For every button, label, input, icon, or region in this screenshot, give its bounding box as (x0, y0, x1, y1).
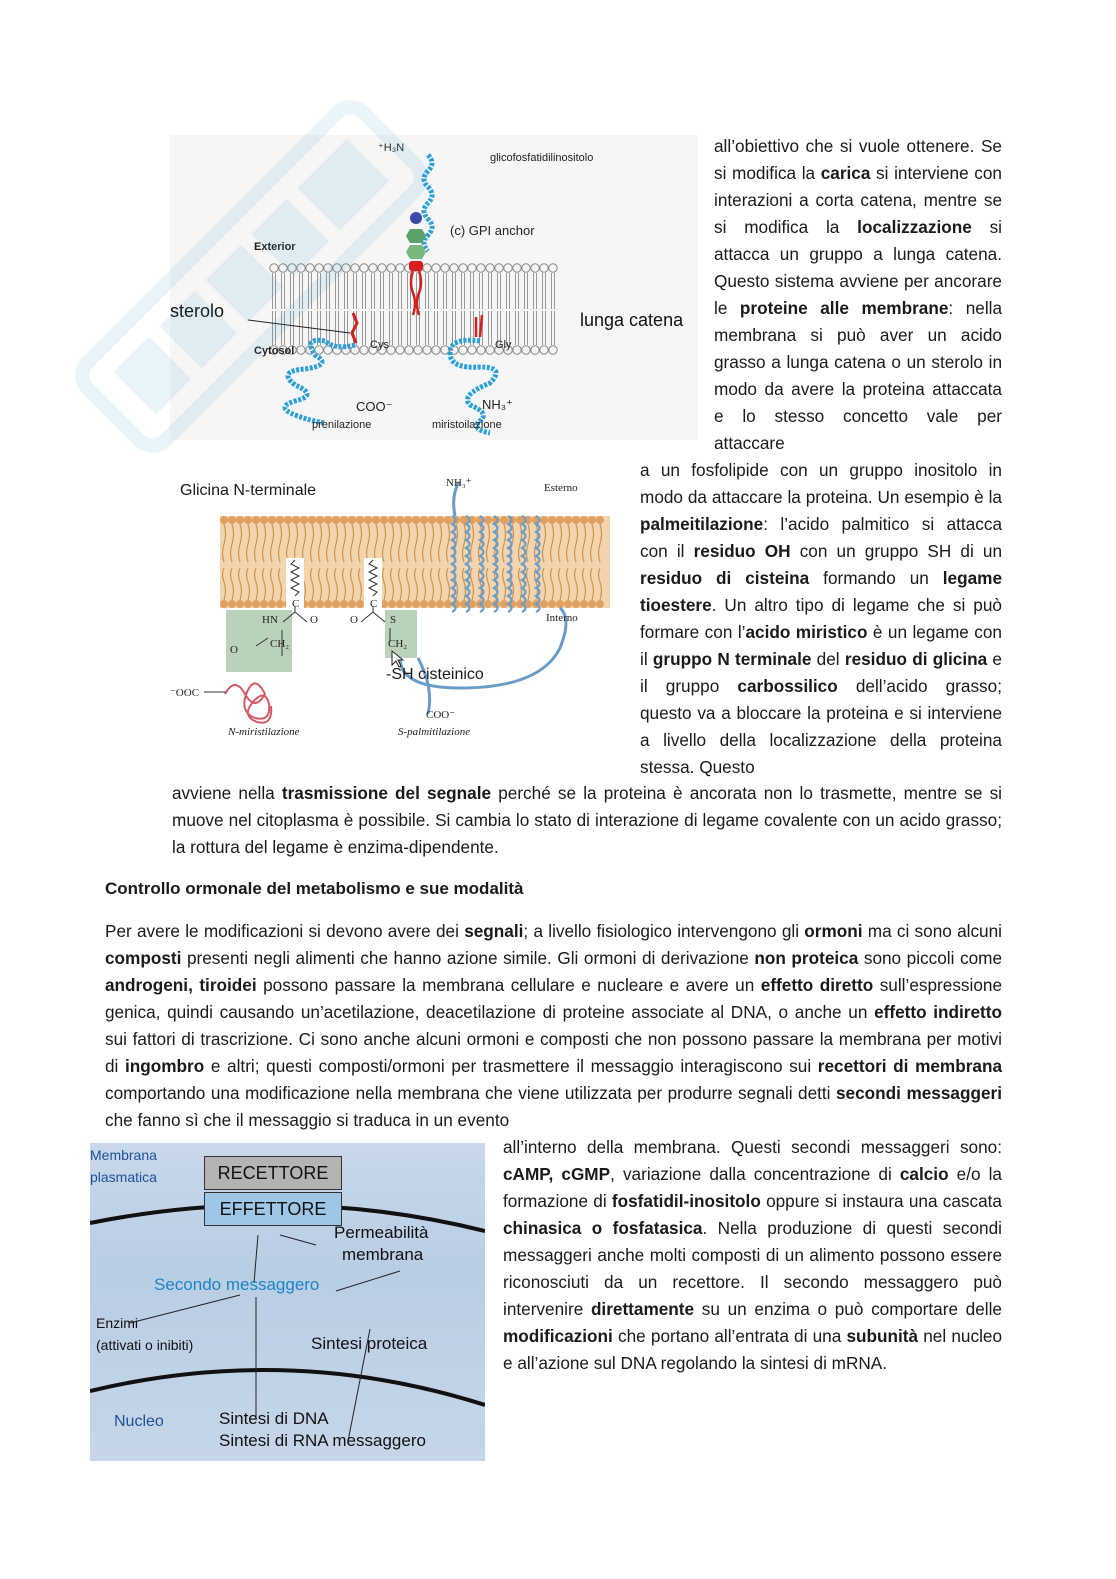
lipid-head (276, 516, 284, 524)
lipid-head (396, 516, 404, 524)
lipid-head (588, 516, 596, 524)
nh3-label: ⁺H₃N (378, 142, 405, 154)
nuclear-membrane-line (90, 1370, 485, 1405)
lipid-head (360, 264, 368, 272)
lipid-head (500, 516, 508, 524)
ooc-label: ⁻OOC (170, 687, 200, 699)
o-label: O (310, 614, 318, 626)
lipid-head (580, 516, 588, 524)
lipid-head (420, 516, 428, 524)
lipid-head (556, 516, 564, 524)
lipid-head (572, 600, 580, 608)
lipid-head (356, 516, 364, 524)
lipid-head (252, 516, 260, 524)
lipid-head (268, 600, 276, 608)
lipid-head (513, 264, 521, 272)
ch2-label: CH₂ (270, 638, 290, 650)
arrow-to-right (336, 1271, 400, 1291)
lipid-tail (462, 273, 465, 345)
lipid-head (486, 346, 494, 354)
lipid-head (360, 346, 368, 354)
lipid-head (436, 600, 444, 608)
lipid-head (459, 346, 467, 354)
lipid-head (549, 346, 557, 354)
lipid-head (276, 600, 284, 608)
lipid-head (297, 264, 305, 272)
sterolo-label: sterolo (170, 301, 225, 321)
s-label: S (390, 614, 397, 626)
lipid-tail (516, 273, 519, 345)
lipid-head (428, 600, 436, 608)
gpi-sugar (410, 212, 422, 224)
paragraph-full-1: avviene nella trasmissione del segnale perché se la proteina è ancorata non lo trasmette, mentre se si muove nel citoplasma è possibile. Si cambia lo stato di interazione di legame covalente con un acido grasso; la rottura del legame è enzima-dipendente. (172, 783, 1003, 857)
lipid-head (412, 516, 420, 524)
cys-label: Cys (370, 339, 389, 351)
lipid-head (414, 346, 422, 354)
lipid-head (404, 516, 412, 524)
ch2-label: CH₂ (388, 638, 408, 650)
lipid-head (444, 516, 452, 524)
lipid-head (306, 264, 314, 272)
hn-label: HN (262, 614, 278, 626)
miristoilazione-label: miristoilazione (432, 419, 502, 431)
lipid-head (513, 346, 521, 354)
lipid-head (252, 600, 260, 608)
lipid-head (260, 516, 268, 524)
interno-label: Interno (546, 612, 578, 624)
lipid-head (468, 346, 476, 354)
o-label: O (230, 644, 238, 656)
glicina-label: Glicina N-terminale (180, 482, 317, 499)
lipid-head (308, 600, 316, 608)
lipid-head (220, 516, 228, 524)
effettore-box: EFFETTORE (204, 1192, 342, 1226)
esterno-label: Esterno (544, 482, 578, 494)
lipid-head (504, 264, 512, 272)
exterior-label: Exterior (254, 241, 296, 253)
lipid-tail (552, 273, 555, 345)
lipid-head (300, 516, 308, 524)
lipid-head (316, 516, 324, 524)
lipid-head (351, 264, 359, 272)
lipid-head (540, 346, 548, 354)
lipid-head (236, 600, 244, 608)
gpi-sugar (406, 229, 426, 243)
gpi-anchor-label: (c) GPI anchor (450, 223, 535, 238)
lipid-head (292, 516, 300, 524)
lipid-head (315, 264, 323, 272)
paragraph-hormones: Per avere le modificazioni si devono avere dei segnali; a livello fisiologico intervengono gli ormoni ma ci sono alcuni composti presenti negli alimenti che hanno azione simile. Gli ormoni di derivazione non proteica sono piccoli come androgeni, tiroidei possono passare la membrana cellulare e nucleare e avere un effetto diretto sull’espressione genica, quindi causando un’acetilazione, deacetilazione di proteine associate al DNA, o anche un effetto indiretto sui fattori di trascrizione. Ci sono anche alcuni ormoni e composti che non possono passare la membrana per motivi di ingombro e altri; questi composti/ormoni per trasmettere il messaggio interagiscono sui recettori di membrana comportando una modificazione nella membrana che viene utilizzata per produrre segnali detti secondi messaggeri che fanno sì che il messaggio si traduca in un evento (105, 921, 1003, 1130)
lipid-head (484, 516, 492, 524)
lipid-head (459, 264, 467, 272)
lipid-tail (471, 273, 474, 345)
lipid-head (468, 264, 476, 272)
lipid-tail (453, 273, 456, 345)
lipid-head (588, 600, 596, 608)
sh-cisteinico-label: -SH cisteinico (386, 666, 484, 683)
lipid-head (540, 264, 548, 272)
gpi-sugar (406, 245, 426, 259)
lipid-head (450, 264, 458, 272)
lipid-head (333, 264, 341, 272)
figure-signal-transduction (90, 1143, 485, 1461)
lipid-tail (525, 273, 528, 345)
figure-gpi-anchor (170, 135, 698, 440)
lipid-head (436, 516, 444, 524)
lipid-head (270, 264, 278, 272)
lipid-tail (381, 273, 384, 345)
lipid-head (332, 600, 340, 608)
lipid-tail (372, 273, 375, 345)
lipid-head (378, 264, 386, 272)
lipid-tail (534, 273, 537, 345)
lipid-head (324, 600, 332, 608)
lipid-tail (291, 273, 294, 345)
lipid-head (477, 346, 485, 354)
glicofosfatidilinositolo-label: glicofosfatidilinositolo (490, 152, 594, 164)
lipid-tail (489, 273, 492, 345)
lipid-head (412, 600, 420, 608)
n-terminal-coil (225, 683, 271, 722)
arrow-to-enzymes (130, 1295, 240, 1323)
lipid-head (324, 264, 332, 272)
lipid-head (477, 264, 485, 272)
lipid-head (340, 600, 348, 608)
lipid-head (549, 264, 557, 272)
lipid-head (405, 346, 413, 354)
lipid-head (316, 600, 324, 608)
c-label: C (292, 598, 300, 610)
lipid-head (369, 264, 377, 272)
secondo-messaggero-label: Secondo messaggero (154, 1275, 320, 1294)
lipid-head (596, 516, 604, 524)
sintesi-dna-label: Sintesi di DNA (219, 1409, 329, 1428)
nh3-label: NH₃⁺ (446, 477, 472, 489)
lipid-tail (318, 273, 321, 345)
lipid-tail (345, 273, 348, 345)
membrana-permeab-label: membrana (342, 1245, 424, 1264)
lipid-head (572, 516, 580, 524)
lunga-catena-label: lunga catena (580, 310, 684, 330)
lipid-head (420, 600, 428, 608)
lipid-head (260, 600, 268, 608)
lipid-tail (444, 273, 447, 345)
lipid-head (308, 516, 316, 524)
lipid-head (548, 516, 556, 524)
coo-label: COO⁻ (426, 709, 456, 721)
paragraph-right-1: all’obiettivo che si vuole ottenere. Se si modifica la carica si interviene con interazioni a corta catena, mentre se si modifica la localizzazione si attacca un gruppo a lunga catena. Questo sistema avviene per ancorare le proteine alle membrane: nella membrana si può aver un acido grasso a lunga catena o un sterolo in modo da avere la proteina attaccata e lo stesso concetto vale per attaccare (714, 136, 1003, 453)
lipid-tail (300, 273, 303, 345)
lipid-head (540, 600, 548, 608)
lipid-head (522, 264, 530, 272)
gly-label: Gly (495, 339, 512, 351)
lipid-tail (336, 273, 339, 345)
n-miristilazione-label: N-miristilazione (228, 726, 300, 738)
lipid-tail (507, 273, 510, 345)
lipid-head (388, 516, 396, 524)
lipid-head (356, 600, 364, 608)
lipid-head (423, 346, 431, 354)
lipid-head (564, 600, 572, 608)
lipid-head (441, 264, 449, 272)
c-label: C (370, 598, 378, 610)
lipid-head (396, 600, 404, 608)
coo-label: COO⁻ (356, 399, 393, 414)
plasmatica-label: plasmatica (90, 1169, 157, 1185)
lipid-head (596, 600, 604, 608)
lipid-tail (435, 273, 438, 345)
lipid-head (284, 516, 292, 524)
lipid-head (220, 600, 228, 608)
lipid-head (404, 600, 412, 608)
lipid-tail (273, 273, 276, 345)
cytosol-label: Cytosol (254, 345, 295, 357)
membrana-label: Membrana (90, 1147, 157, 1163)
recettore-box: RECETTORE (204, 1156, 342, 1190)
lipid-head (495, 264, 503, 272)
lipid-head (564, 516, 572, 524)
lipid-tail (363, 273, 366, 345)
lipid-head (531, 346, 539, 354)
arrow-to-permeability (280, 1235, 316, 1245)
lipid-head (244, 600, 252, 608)
membrane-anchor-diagram (170, 135, 698, 440)
figure-acylation (170, 468, 630, 768)
lipid-head (432, 264, 440, 272)
lipid-head (531, 264, 539, 272)
nh3-terminal-label: NH₃⁺ (482, 397, 513, 412)
lipid-tail (498, 273, 501, 345)
gpi-phosphate (409, 261, 423, 271)
lipid-tail (309, 273, 312, 345)
attivati-inibiti-label: (attivati o inibiti) (96, 1337, 194, 1353)
lipid-head (297, 346, 305, 354)
section-heading: Controllo ormonale del metabolismo e sue modalità (105, 879, 524, 898)
lipid-head (228, 516, 236, 524)
lipid-head (268, 516, 276, 524)
o-label: O (350, 614, 358, 626)
lipid-head (556, 600, 564, 608)
lipid-head (388, 600, 396, 608)
lipid-head (279, 264, 287, 272)
lipid-head (288, 264, 296, 272)
lipid-head (387, 264, 395, 272)
lipid-tail (543, 273, 546, 345)
prenilazione-label: prenilazione (312, 419, 372, 431)
lipid-head (423, 264, 431, 272)
lipid-tail (390, 273, 393, 345)
lipid-head (348, 600, 356, 608)
lipid-head (522, 346, 530, 354)
paragraph-right-2: a un fosfolipide con un gruppo inositolo in modo da attaccare la proteina. Un esempio è la palmeitilazione: l’acido palmitico si attacca con il residuo OH con un gruppo SH di un residuo di cisteina formando un legame tioestere. Un altro tipo di legame che si può formare con l’acido miristico è un legame con il gruppo N terminale del residuo di glicina e il gruppo carbossilico dell’acido grasso; questo va a bloccare la proteina e si interviene a livello della localizzazione della proteina stessa. Questo (640, 460, 1003, 777)
enzimi-label: Enzimi (96, 1315, 139, 1331)
lipid-head (372, 516, 380, 524)
lipid-head (428, 516, 436, 524)
lipid-head (332, 516, 340, 524)
sintesi-proteica-label: Sintesi proteica (311, 1334, 428, 1353)
lipid-head (580, 600, 588, 608)
lipid-head (396, 264, 404, 272)
lipid-head (396, 346, 404, 354)
nucleo-label: Nucleo (114, 1413, 164, 1430)
lipid-head (364, 516, 372, 524)
s-palmitilazione-label: S-palmitilazione (398, 726, 471, 738)
lipid-head (315, 346, 323, 354)
lipid-head (244, 516, 252, 524)
lipid-head (228, 600, 236, 608)
lipid-head (324, 516, 332, 524)
lipid-head (432, 346, 440, 354)
sintesi-rna-label: Sintesi di RNA messaggero (219, 1431, 426, 1450)
paragraph-second-messengers: all’interno della membrana. Questi secondi messaggeri sono: cAMP, cGMP, variazione dalla concentrazione di calcio e/o la formazione di fosfatidil-inositolo oppure si instaura una cascata chinasica o fosfatasica. Nella produzione di questi secondi messaggeri anche molti composti di un alimento possono essere riconosciuti da un recettore. Il secondo messaggero può intervenire direttamente su un enzima o può comportare delle modificazioni che portano all’entrata di una subunità nel nucleo e all’azione sul DNA regolando la sintesi di mRNA. (503, 1137, 1003, 1373)
lipid-head (548, 600, 556, 608)
lipid-head (340, 516, 348, 524)
lipid-head (342, 264, 350, 272)
lipid-head (486, 264, 494, 272)
permeabilita-label: Permeabilità (334, 1223, 429, 1242)
lipid-head (540, 516, 548, 524)
lipid-tail (327, 273, 330, 345)
lipid-tail (282, 273, 285, 345)
lipid-head (348, 516, 356, 524)
lipid-tail (426, 273, 429, 345)
lipid-head (380, 516, 388, 524)
lipid-tail (399, 273, 402, 345)
lipid-head (236, 516, 244, 524)
lipid-head (484, 600, 492, 608)
